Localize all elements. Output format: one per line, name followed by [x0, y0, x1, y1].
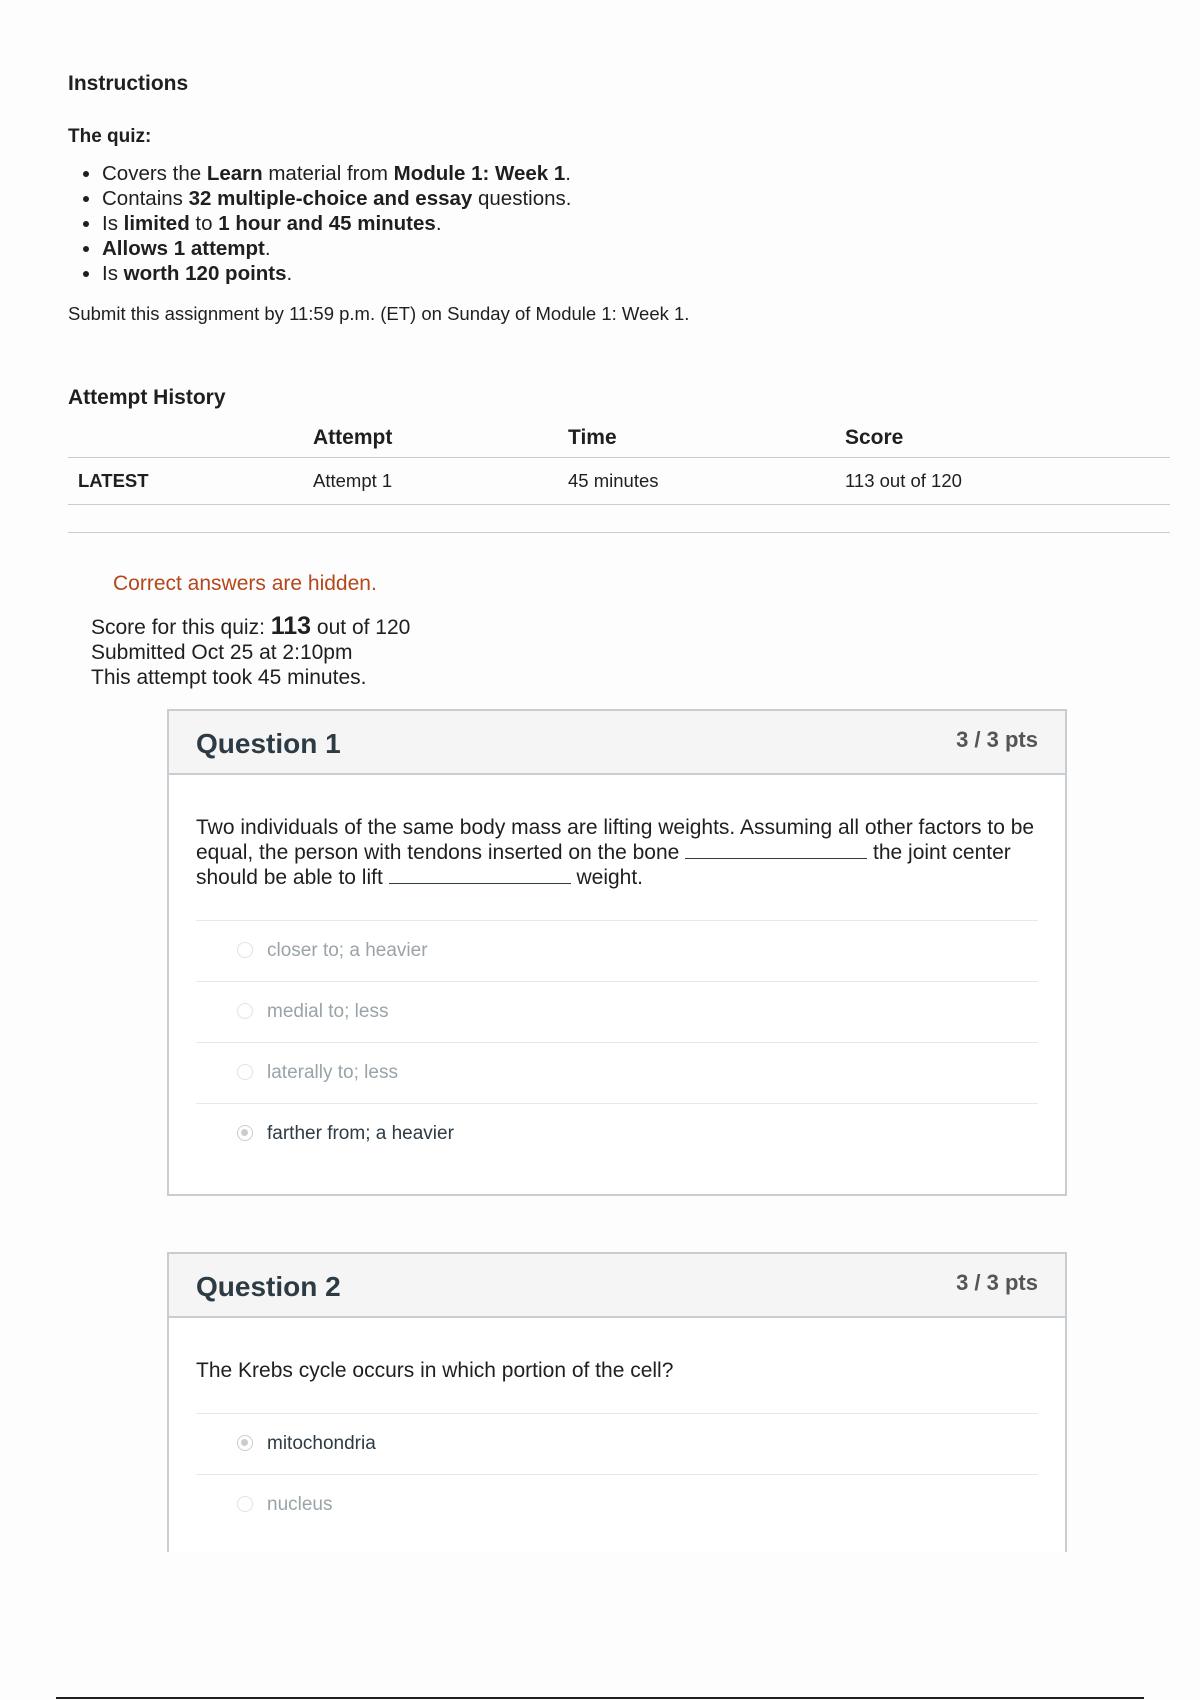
answer-label: laterally to; less: [267, 1062, 398, 1083]
radio-button[interactable]: [237, 1064, 253, 1080]
divider: [68, 532, 1170, 533]
attempt-time: 45 minutes: [568, 458, 845, 505]
question-text: Two individuals of the same body mass are lifting weights. Assuming all other factors to be equal, the person with tendons inserted on the bone the joint center should be able to lift weight.: [196, 816, 1035, 889]
answer-option-selected[interactable]: [196, 1104, 1038, 1164]
submit-deadline-note: Submit this assignment by 11:59 p.m. (ET) on Sunday of Module 1: Week 1.: [68, 303, 690, 324]
answer-list: [196, 920, 1038, 1164]
column-header-score: Score: [845, 418, 1170, 458]
question-card-1: [167, 709, 1067, 1196]
question-points: 3 / 3 pts: [956, 727, 1038, 752]
quiz-label: The quiz:: [68, 126, 152, 147]
instructions-heading: Instructions: [68, 72, 189, 95]
question-header: [169, 1254, 1065, 1318]
column-header: [68, 418, 313, 458]
column-header-attempt: Attempt: [313, 418, 568, 458]
answer-label: nucleus: [267, 1494, 333, 1515]
radio-button-selected[interactable]: [237, 1435, 253, 1451]
attempt-duration: This attempt took 45 minutes.: [91, 666, 367, 689]
question-text: The Krebs cycle occurs in which portion of the cell?: [196, 1359, 674, 1382]
question-header: [169, 711, 1065, 775]
correct-answers-hidden-note: Correct answers are hidden.: [113, 572, 377, 595]
answer-label: closer to; a heavier: [267, 940, 428, 961]
answer-label: farther from; a heavier: [267, 1123, 454, 1144]
answer-label: mitochondria: [267, 1433, 376, 1454]
list-item: • Contains 32 multiple-choice and essay questions.: [102, 186, 571, 211]
column-header-time: Time: [568, 418, 845, 458]
answer-option[interactable]: [196, 1043, 1038, 1104]
answer-option-selected[interactable]: [196, 1414, 1038, 1475]
answer-blank: [389, 865, 571, 884]
page-footer-rule: [56, 1697, 1144, 1699]
table-header-row: [68, 418, 1170, 458]
attempt-history-table: [68, 418, 1170, 505]
list-item: • Covers the Learn material from Module 1: Week 1.: [102, 161, 571, 186]
radio-button[interactable]: [237, 1496, 253, 1512]
radio-button[interactable]: [237, 942, 253, 958]
question-card-2: [167, 1252, 1067, 1552]
answer-option[interactable]: [196, 921, 1038, 982]
instructions-list: [78, 161, 571, 286]
table-row: [68, 458, 1170, 505]
radio-button-selected[interactable]: [237, 1125, 253, 1141]
quiz-summary: [91, 614, 410, 690]
answer-option[interactable]: [196, 1475, 1038, 1535]
list-item: • Is worth 120 points.: [102, 261, 571, 286]
radio-button[interactable]: [237, 1003, 253, 1019]
answer-label: medial to; less: [267, 1001, 389, 1022]
list-item: • Allows 1 attempt.: [102, 236, 571, 261]
latest-label: LATEST: [68, 458, 313, 505]
answer-option[interactable]: [196, 982, 1038, 1043]
question-title: Question 2: [196, 1271, 341, 1302]
attempt-history-heading: Attempt History: [68, 386, 226, 409]
list-item: • Is limited to 1 hour and 45 minutes.: [102, 211, 571, 236]
answer-blank: [685, 840, 867, 859]
answer-list: [196, 1413, 1038, 1535]
attempt-score: 113 out of 120: [845, 458, 1170, 505]
question-points: 3 / 3 pts: [956, 1270, 1038, 1295]
submitted-time: Submitted Oct 25 at 2:10pm: [91, 641, 353, 664]
attempt-link[interactable]: Attempt 1: [313, 458, 568, 505]
quiz-score: Score for this quiz: 113 out of 120: [91, 612, 411, 640]
question-title: Question 1: [196, 728, 341, 759]
